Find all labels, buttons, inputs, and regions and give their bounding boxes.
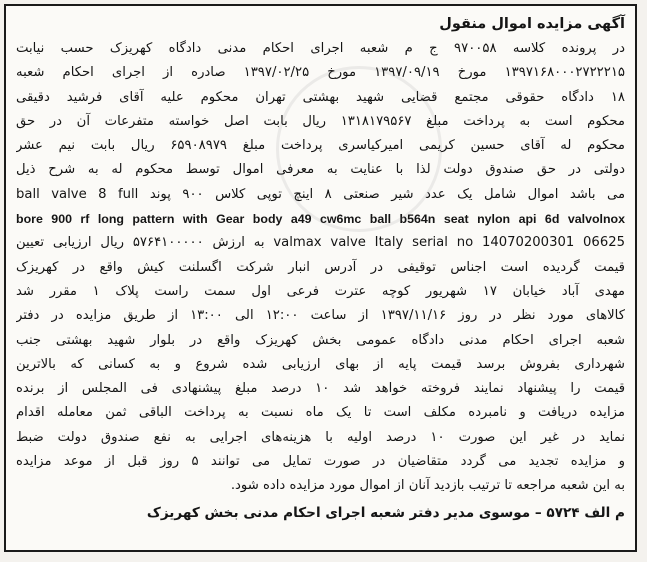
notice-line: قیمت گردیده است اجناس توقیفی در آدرس انبار شرکت اگسلنت کیش واقع در کهریزک bbox=[16, 259, 625, 275]
notice-line: کالاهای مورد نظر در روز ۱۳۹۷/۱۱/۱۶ از ساعت ۱۲:۰۰ الی ۱۳:۰۰ از طریق مزایده در دفتر bbox=[16, 308, 625, 324]
notice-line: محکوم است به پرداخت مبلغ ۱۳۱۸۱۷۹۵۶۷ ریال بابت اصل خواسته متفرعات آن در حق bbox=[16, 113, 625, 129]
notice-line: به این شعبه مراجعه تا ترتیب بازدید آنان از اموال مورد مزایده داده شود. bbox=[230, 478, 625, 494]
notice-line: شعبه اجرای احکام مدنی دادگاه عمومی بخش کهریزک واقع در بلوار شهید بهشتی جنب bbox=[16, 332, 625, 348]
notice-line: valmax valve Italy serial no 14070200301 06625 به ارزش ۵۷۶۴۱۰۰۰۰۰ ریال ارزیابی تعیین bbox=[16, 235, 625, 251]
notice-line: و مزایده تجدید می گردد متقاضیان در صورت تمایل می توانند ۵ روز قبل از موعد مزایده bbox=[16, 454, 625, 470]
notice-line-latin: bore 900 rf long pattern with Gear body a49 cw6mc ball b564n seat nylon api 6d valvolnox bbox=[16, 212, 625, 227]
notice-line: محکوم له آقای حسین کریمی امیرکیاسری پرداخت مبلغ ۶۵۹۰۸۹۷۹ ریال بابت نیم عشر bbox=[16, 138, 625, 154]
notice-signature: م الف ۵۷۲۴ – موسوی مدیر دفتر شعبه اجرای احکام مدنی بخش کهریزک bbox=[146, 504, 625, 521]
notice-line: ۱۸ دادگاه حقوقی مجتمع قضایی شهید بهشتی تهران محکوم علیه آقای فرشید دقیقی bbox=[16, 89, 625, 105]
notice-line: مهدی آباد خیابان ۱۷ شهریور کوچه عترت فرعی اول سمت راست پلاک ۱ مقرر شد bbox=[16, 283, 625, 299]
notice-line: شهرداری بفروش برسد قیمت پایه از بهای ارزیابی شده شروع و به کسانی که بالاترین bbox=[16, 356, 625, 372]
auction-notice bbox=[4, 4, 637, 552]
notice-line: قیمت را پیشنهاد نمایند فروخته خواهد شد ۱۰ درصد مبلغ پیشنهادی فی المجلس از برنده bbox=[16, 381, 625, 397]
notice-line: نماید در غیر این صورت ۱۰ درصد اولیه با هزینه‌های اجرایی به نفع صندوق دولت ضبط bbox=[16, 429, 625, 445]
notice-line: مزایده دریافت و نامبرده مکلف است تا یک ماه نسبت به پرداخت الباقی ثمن معامله اقدام bbox=[16, 405, 625, 421]
notice-line: در پرونده کلاسه ۹۷۰۰۵۸ ج م شعبه اجرای احکام مدنی دادگاه کهریزک حسب نیابت bbox=[16, 41, 625, 56]
notice-line: می باشد اموال شامل یک عدد شیر صنعتی ۸ اینچ توپی کلاس ۹۰۰ پوند ball valve 8 full bbox=[16, 186, 625, 202]
notice-line: ۱۳۹۷۱۶۸۰۰۰۲۷۲۲۲۱۵ مورخ ۱۳۹۷/۰۹/۱۹ مورخ ۱۳۹۷/۰۲/۲۵ صادره از اجرای احکام شعبه bbox=[16, 65, 625, 81]
notice-line: دولتی در حق صندوق دولت لذا با عنایت به معرفی اموال توسط محکوم له به شرح ذیل bbox=[16, 162, 625, 178]
notice-title: آگهی مزایده اموال منقول bbox=[439, 16, 625, 32]
